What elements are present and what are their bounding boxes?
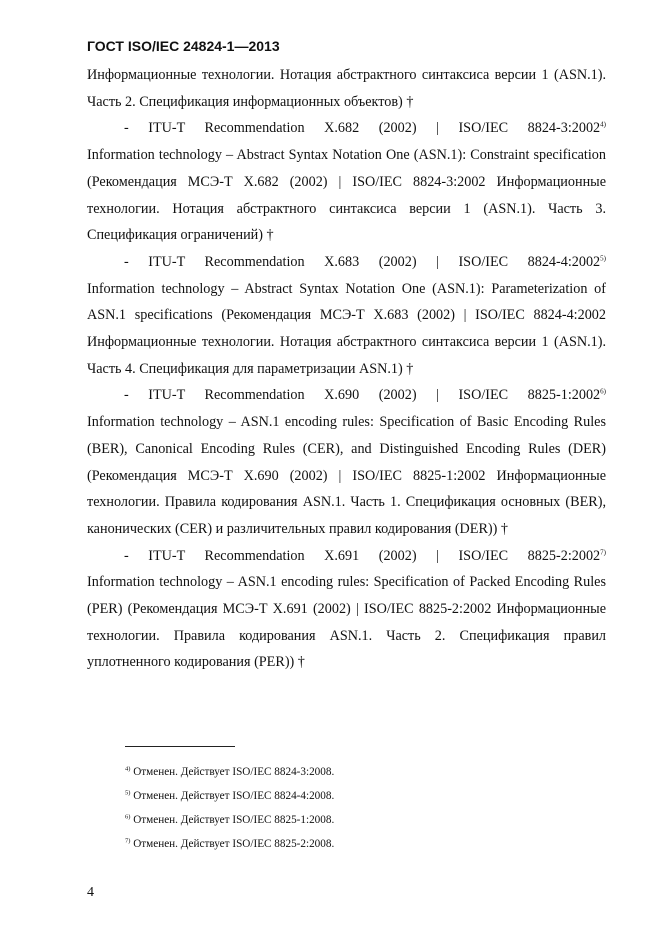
- footnote-mark: 6): [125, 813, 131, 821]
- reference-line: [87, 382, 606, 409]
- footnote-mark: 7): [125, 837, 131, 845]
- footnote-mark: 4): [125, 765, 131, 773]
- footnote-text: Отменен. Действует ISO/IEC 8825-1:2008.: [133, 814, 335, 826]
- paragraph: Information technology – Abstract Syntax Notation One (ASN.1): Constraint specification (Рекомендация МСЭ-Т X.682 (2002) | ISO/IEC 8824-3:2002 Информационные технологии. Нотация абстрактного синтаксиса версии 1 (ASN.1). Часть 3. Спецификация ограничений) †: [87, 147, 606, 244]
- document-body: [87, 62, 606, 676]
- footnote-mark: 5): [125, 789, 131, 797]
- footnote: [125, 832, 525, 856]
- reference-line: [87, 249, 606, 276]
- paragraph: Information technology – Abstract Syntax Notation One (ASN.1): Parameterization of ASN.1 specifications (Рекомендация МСЭ-Т X.683 (2002) | ISO/IEC 8824-4:2002 Информационные технологии. Нотация абстрактного синтаксиса версии 1 (ASN.1). Часть 4. Спецификация для параметризации ASN.1) †: [87, 280, 606, 377]
- paragraph: Information technology – ASN.1 encoding rules: Specification of Basic Encoding Rules (BER), Canonical Encoding Rules (CER), and Distinguished Encoding Rules (DER) (Рекомендация МСЭ-Т X.690 (2002) | ISO/IEC 8825-1:2002 Информационные технологии. Правила кодирования ASN.1. Часть 1. Спецификация основных (BER), канонических (CER) и различительных правил кодирования (DER)) †: [87, 414, 606, 537]
- footnote: [125, 808, 525, 832]
- paragraph-continuation: Информационные технологии. Нотация абстрактного синтаксиса версии 1 (ASN.1). Часть 2. Спецификация информационных объектов) †: [87, 67, 606, 110]
- reference-text: - ITU-T Recommendation X.691 (2002) | ISO/IEC 8825-2:2002: [124, 547, 601, 564]
- footnote: [125, 784, 525, 808]
- footnote: [125, 760, 525, 784]
- footnote-marker: 6): [600, 387, 606, 396]
- footnote-separator: [125, 746, 235, 747]
- footnote-text: Отменен. Действует ISO/IEC 8824-4:2008.: [133, 790, 335, 802]
- paragraph: Information technology – ASN.1 encoding rules: Specification of Packed Encoding Rules (PER) (Рекомендация МСЭ-Т X.691 (2002) | ISO/IEC 8825-2:2002 Информационные технологии. Правила кодирования ASN.1. Часть 2. Спецификация правил уплотненного кодирования (PER)) †: [87, 574, 606, 671]
- reference-text: - ITU-T Recommendation X.690 (2002) | ISO/IEC 8825-1:2002: [124, 387, 601, 404]
- document-header: ГОСТ ISO/IEC 24824-1—2013: [87, 38, 280, 54]
- reference-line: [87, 543, 606, 570]
- footnote-text: Отменен. Действует ISO/IEC 8825-2:2008.: [133, 838, 335, 850]
- footnote-text: Отменен. Действует ISO/IEC 8824-3:2008.: [133, 766, 335, 778]
- footnote-marker: 4): [600, 120, 606, 129]
- page-number: 4: [87, 885, 94, 900]
- reference-text: - ITU-T Recommendation X.683 (2002) | ISO/IEC 8824-4:2002: [124, 253, 601, 270]
- reference-text: - ITU-T Recommendation X.682 (2002) | ISO/IEC 8824-3:2002: [124, 120, 601, 137]
- footnote-marker: 5): [600, 254, 606, 263]
- footnotes: [125, 760, 525, 856]
- footnote-marker: 7): [600, 547, 606, 556]
- reference-line: [87, 115, 606, 142]
